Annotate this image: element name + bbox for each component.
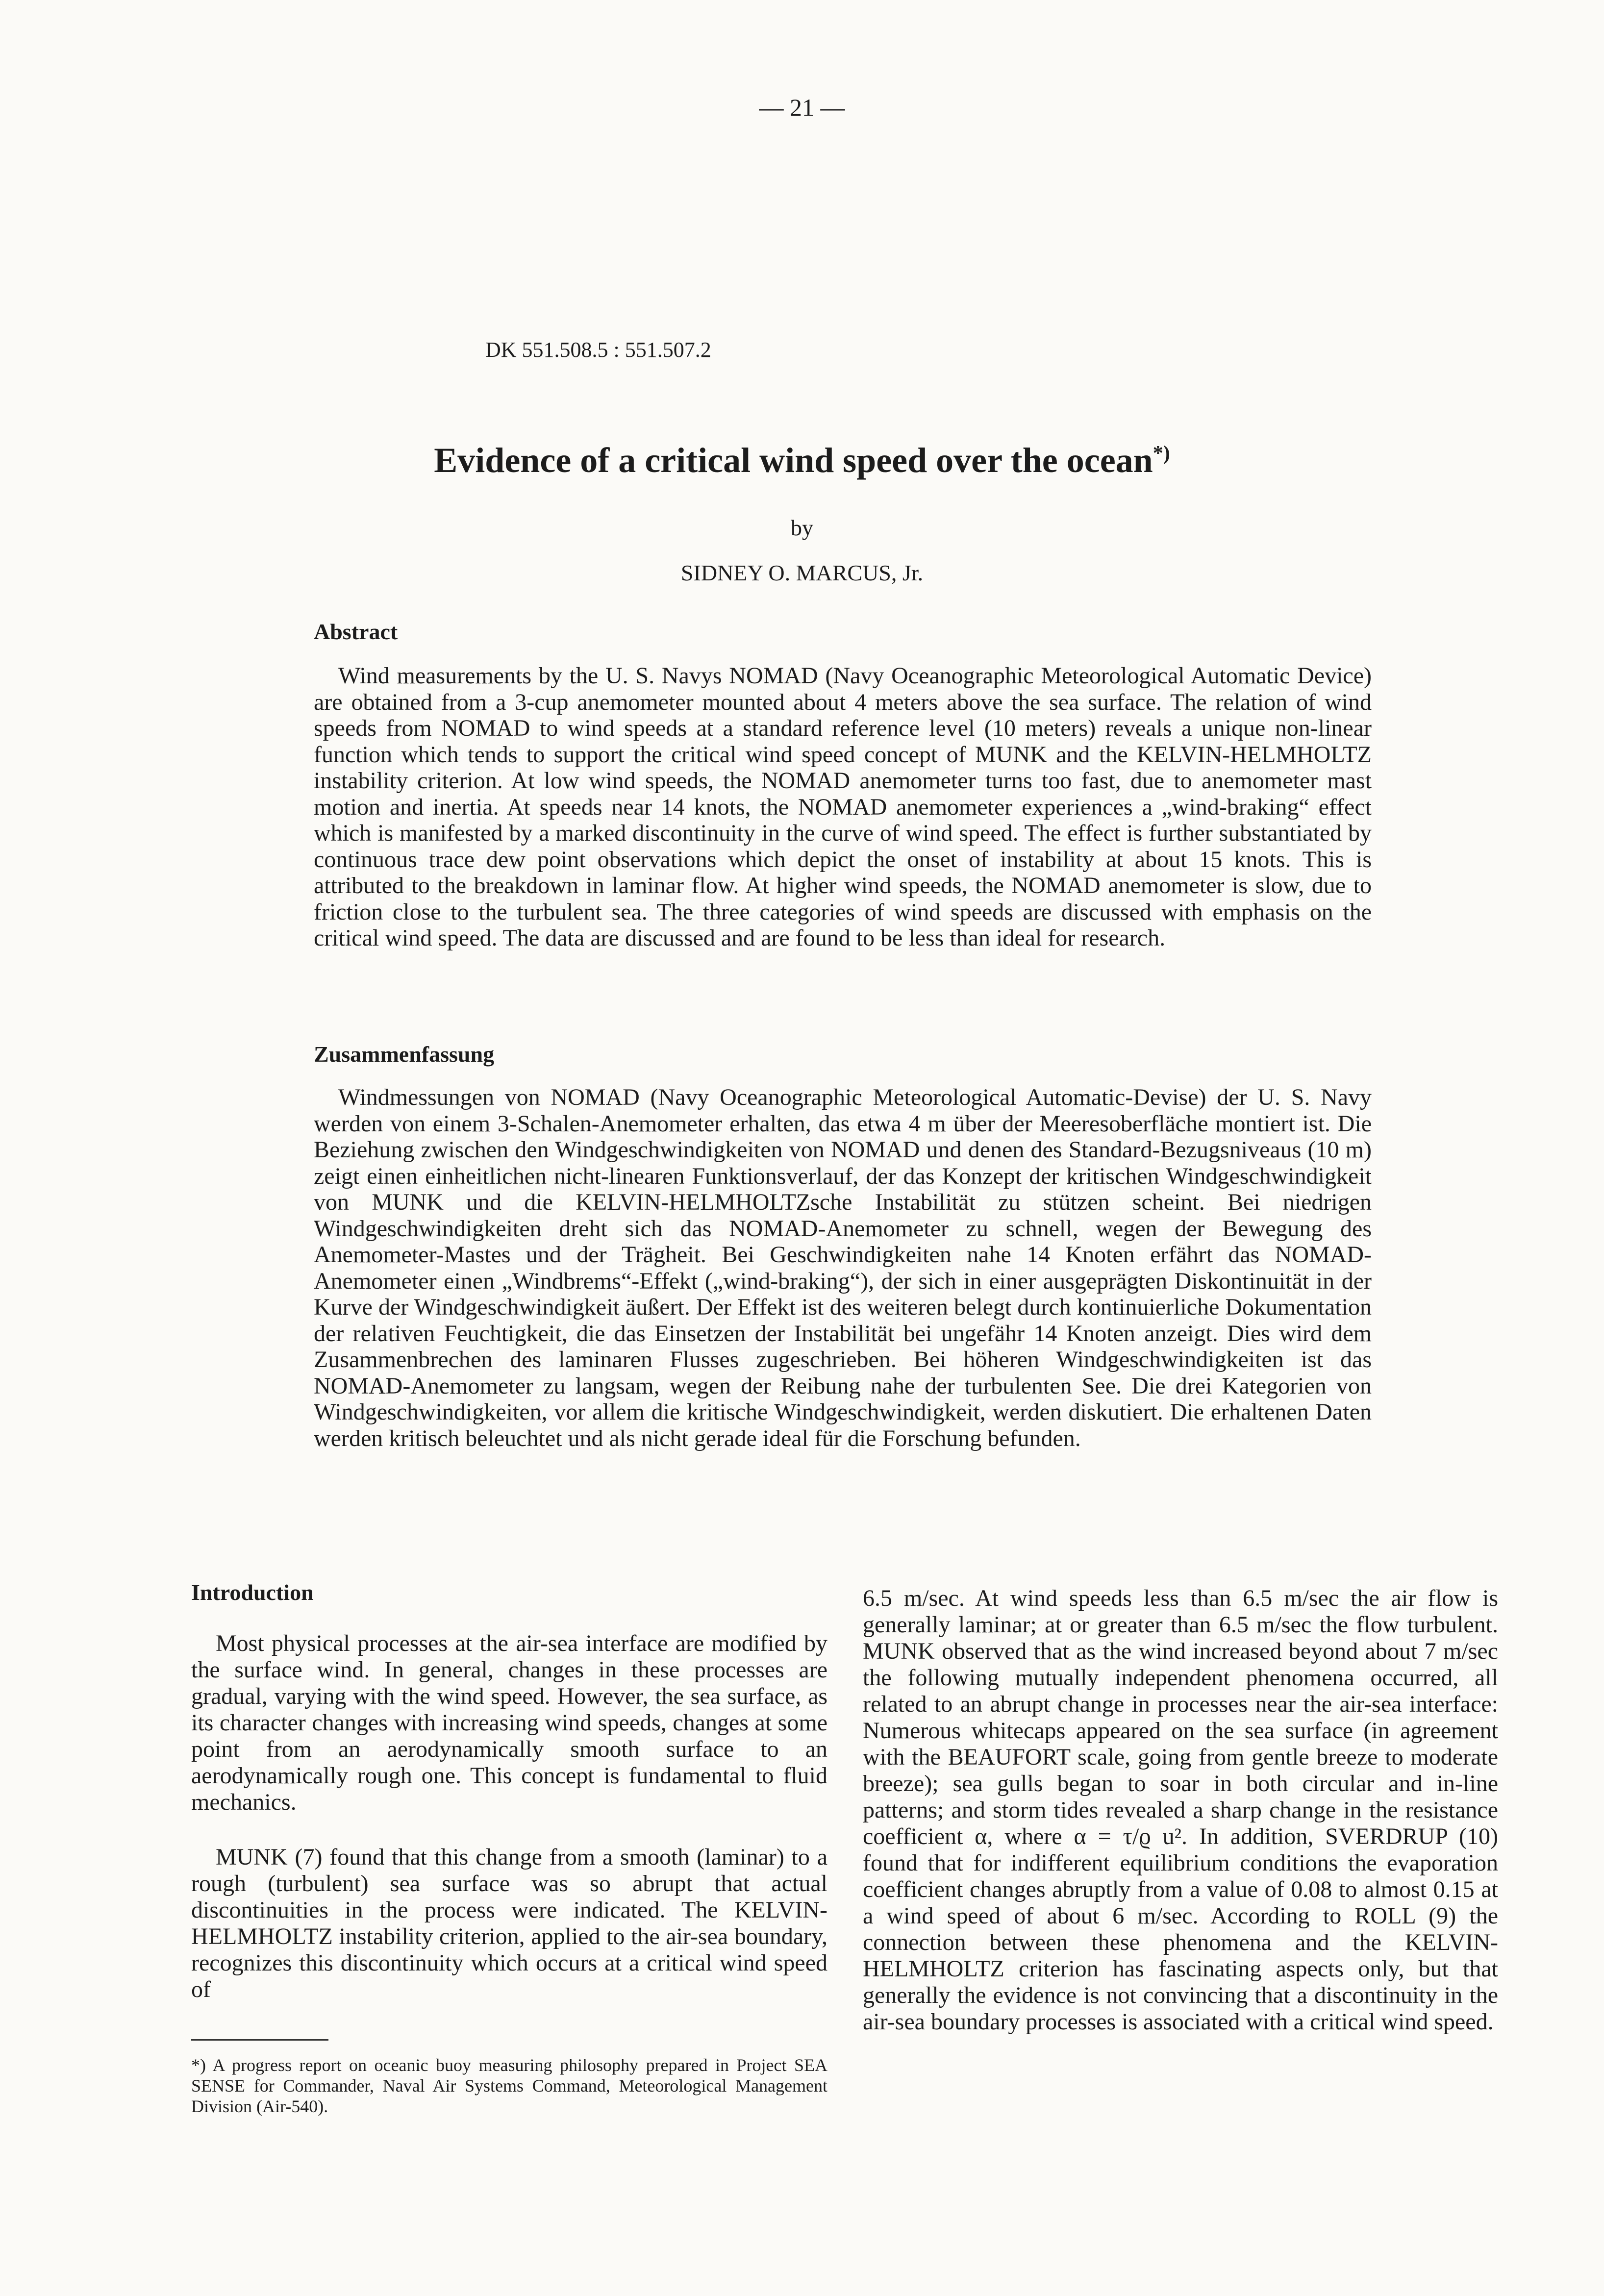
paper-title xyxy=(0,440,1604,481)
footnote: *) A progress report on oceanic buoy measuring philosophy prepared in Project SEA SENSE for Commander, Naval Air Systems Command, Meteorological Management Division (Air-540). xyxy=(191,2055,827,2116)
zusammenfassung-heading: Zusammenfassung xyxy=(314,1042,495,1067)
author-name: SIDNEY O. MARCUS, Jr. xyxy=(680,560,924,585)
zusammenfassung-text: Windmessungen von NOMAD (Navy Oceanographic Meteorological Automatic-Devise) der U. S. Navy werden von einem 3-Schalen-Anemometer erhalten, das etwa 4 m über der Meeresoberfläche montiert ist. Die Beziehung zwischen den Windgeschwindigkeiten von NOMAD und denen des Standard-Bezugsniveaus (10 m) zeigt einen einheitlichen nicht-linearen Funktionsverlauf, der das Konzept der kritischen Windgeschwindigkeit von MUNK und die KELVIN-HELMHOLTZsche Instabilität zu stützen scheint. Bei niedrigen Windgeschwindigkeiten dreht sich das NOMAD-Anemometer zu schnell, wegen der Bewegung des Anemometer-Mastes und der Trägheit. Bei Geschwindigkeiten nahe 14 Knoten erfährt das NOMAD-Anemometer einen „Windbrems“-Effekt („wind-braking“), der sich in einer ausgeprägten Diskontinuität in der Kurve der Windgeschwindigkeit äußert. Der Effekt ist des weiteren belegt durch kontinuierliche Dokumentation der relativen Feuchtigkeit, die das Einsetzen der Instabilität bei ungefähr 14 Knoten anzeigt. Dies wird dem Zusammenbrechen des laminaren Flusses zugeschrieben. Bei höheren Windgeschwindigkeiten ist das NOMAD-Anemometer zu langsam, wegen der Reibung nahe der turbulenten See. Die drei Kategorien von Windgeschwindigkeiten, vor allem die kritische Windgeschwindigkeit, werden diskutiert. Die erhaltenen Daten werden kritisch beleuchtet und als nicht gerade ideal für die Forschung befunden. xyxy=(314,1084,1372,1451)
introduction-paragraph-1: Most physical processes at the air-sea interface are modified by the surface wind. In general, changes in these processes are gradual, varying with the wind speed. However, the sea surface, as its character changes with increasing wind speeds, changes at some point from an aerodynamically smooth surface to an aerodynamically rough one. This concept is fundamental to fluid mechanics. xyxy=(191,1630,827,1815)
page-number: — 21 — xyxy=(759,94,845,121)
classification-code: DK 551.508.5 : 551.507.2 xyxy=(485,338,711,362)
abstract-heading: Abstract xyxy=(314,619,398,644)
title-footnote-marker: *) xyxy=(1153,442,1170,465)
introduction-paragraph-3: 6.5 m/sec. At wind speeds less than 6.5 m/sec the air flow is generally laminar; at or greater than 6.5 m/sec the flow turbulent. MUNK observed that as the wind increased beyond about 7 m/sec the following mutually independent phenomena occurred, all related to an abrupt change in processes near the air-sea interface: Numerous whitecaps appeared on the sea surface (in agreement with the BEAUFORT scale, going from gentle breeze to moderate breeze); sea gulls began to soar in both circular and in-line patterns; and storm tides revealed a sharp change in the resistance coefficient α, where α = τ/ϱ u². In addition, SVERDRUP (10) found that for indifferent equilibrium conditions the evaporation coefficient changes abruptly from a value of 0.08 to almost 0.15 at a wind speed of about 6 m/sec. According to ROLL (9) the connection between these phenomena and the KELVIN-HELMHOLTZ criterion has fascinating aspects only, but that generally the evidence is not convincing that a discontinuity in the air-sea boundary processes is associated with a critical wind speed. xyxy=(863,1585,1498,2035)
paper-title-text: Evidence of a critical wind speed over the ocean xyxy=(434,441,1153,480)
byline: by xyxy=(791,515,813,540)
footnote-divider xyxy=(191,2039,328,2041)
abstract-text: Wind measurements by the U. S. Navys NOMAD (Navy Oceanographic Meteorological Automatic Device) are obtained from a 3-cup anemometer mounted about 4 meters above the sea surface. The relation of wind speeds from NOMAD to wind speeds at a standard reference level (10 meters) reveals a unique non-linear function which tends to support the critical wind speed concept of MUNK and the KELVIN-HELMHOLTZ instability criterion. At low wind speeds, the NOMAD anemometer turns too fast, due to anemometer mast motion and inertia. At speeds near 14 knots, the NOMAD anemometer experiences a „wind-braking“ effect which is manifested by a marked discontinuity in the curve of wind speed. The effect is further substantiated by continuous trace dew point observations which depict the onset of instability at about 15 knots. This is attributed to the breakdown in laminar flow. At higher wind speeds, the NOMAD anemometer is slow, due to friction close to the turbulent sea. The three categories of wind speeds are discussed with emphasis on the critical wind speed. The data are discussed and are found to be less than ideal for research. xyxy=(314,663,1372,951)
introduction-heading: Introduction xyxy=(191,1580,314,1605)
introduction-paragraph-2: MUNK (7) found that this change from a smooth (laminar) to a rough (turbulent) sea surface was so abrupt that actual discontinuities in the process were indicated. The KELVIN-HELMHOLTZ instability criterion, applied to the air-sea boundary, recognizes this discontinuity which occurs at a critical wind speed of xyxy=(191,1844,827,2002)
